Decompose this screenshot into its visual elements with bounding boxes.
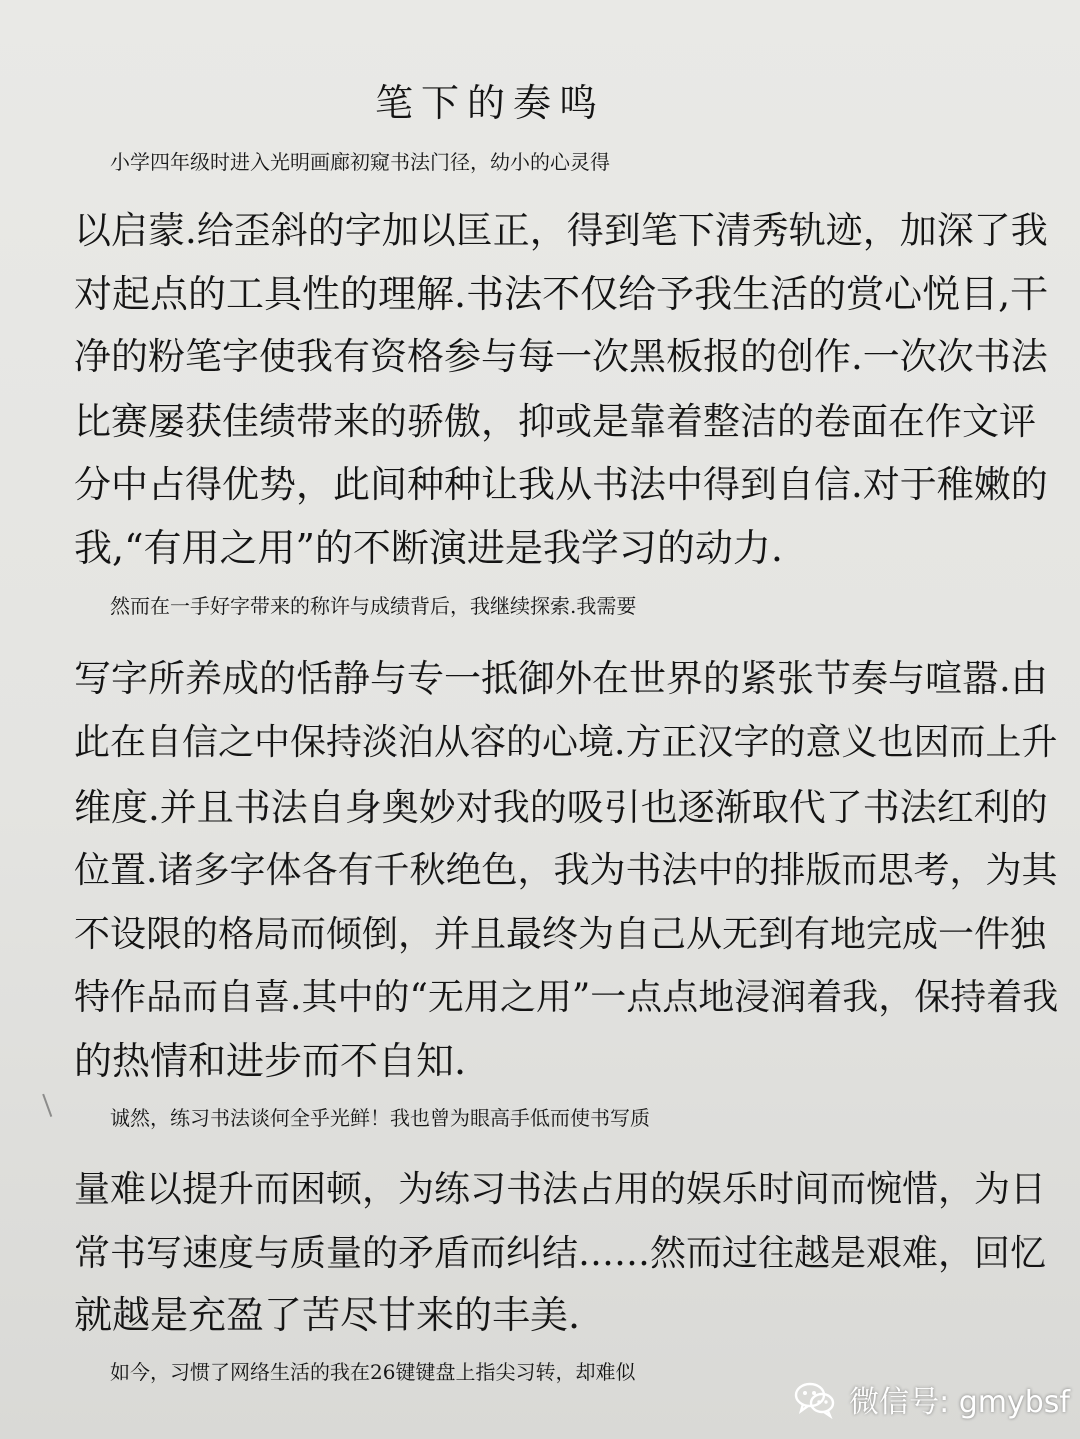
text-line-9: 写字所养成的恬静与专一抵御外在世界的紧张节奏与喧嚣.由 bbox=[74, 657, 1048, 700]
text-line-14: 特作品而自喜.其中的“无用之用”一点点地浸润着我，保持着我 bbox=[74, 977, 1059, 1018]
text-line-18: 常书写速度与质量的矛盾而纠结……然而过往越是艰难，回忆 bbox=[74, 1233, 1047, 1274]
text-line-13: 不设限的格局而倾倒，并且最终为自己从无到有地完成一件独 bbox=[74, 914, 1047, 955]
text-line-20: 如今，习惯了网络生活的我在26键键盘上指尖习转，却难似 bbox=[110, 1360, 636, 1384]
text-line-16: 诚然，练习书法谈何全乎光鲜！我也曾为眼高手低而使书写质 bbox=[110, 1106, 650, 1130]
text-line-11: 维度.并且书法自身奥妙对我的吸引也逐渐取代了书法红利的 bbox=[74, 786, 1048, 829]
text-line-17: 量难以提升而困顿，为练习书法占用的娱乐时间而惋惜，为日 bbox=[74, 1169, 1047, 1210]
text-line-1: 小学四年级时进入光明画廊初窥书法门径，幼小的心灵得 bbox=[110, 150, 610, 174]
text-line-4: 净的粉笔字使我有资格参与每一次黑板报的创作.一次次书法 bbox=[74, 335, 1048, 378]
text-line-7: 我,“有用之用”的不断演进是我学习的动力. bbox=[74, 526, 784, 570]
text-line-15: 的热情和进步而不自知. bbox=[74, 1039, 467, 1083]
text-line-12: 位置.诸多字体各有千秋绝色，我为书法中的排版而思考，为其 bbox=[74, 850, 1058, 891]
text-line-5: 比赛屡获佳绩带来的骄傲，抑或是靠着整洁的卷面在作文评 bbox=[74, 400, 1036, 443]
text-line-8: 然而在一手好字带来的称许与成绩背后，我继续探索.我需要 bbox=[110, 594, 637, 618]
margin-mark bbox=[42, 1091, 60, 1117]
wechat-icon bbox=[791, 1375, 839, 1423]
text-line-2: 以启蒙.给歪斜的字加以匡正，得到笔下清秀轨迹，加深了我 bbox=[74, 209, 1048, 252]
text-line-19: 就越是充盈了苦尽甘来的丰美. bbox=[74, 1293, 581, 1337]
text-line-10: 此在自信之中保持淡泊从容的心境.方正汉字的意义也因而上升 bbox=[74, 722, 1058, 763]
text-line-3: 对起点的工具性的理解.书法不仅给予我生活的赏心悦目,干 bbox=[74, 272, 1049, 316]
wechat-watermark bbox=[791, 1371, 1070, 1427]
page-title: 笔下的奏鸣 bbox=[374, 81, 605, 125]
watermark-text: 微信号: gmybsf bbox=[849, 1385, 1070, 1420]
text-line-6: 分中占得优势，此间种种让我从书法中得到自信.对于稚嫩的 bbox=[74, 463, 1048, 506]
